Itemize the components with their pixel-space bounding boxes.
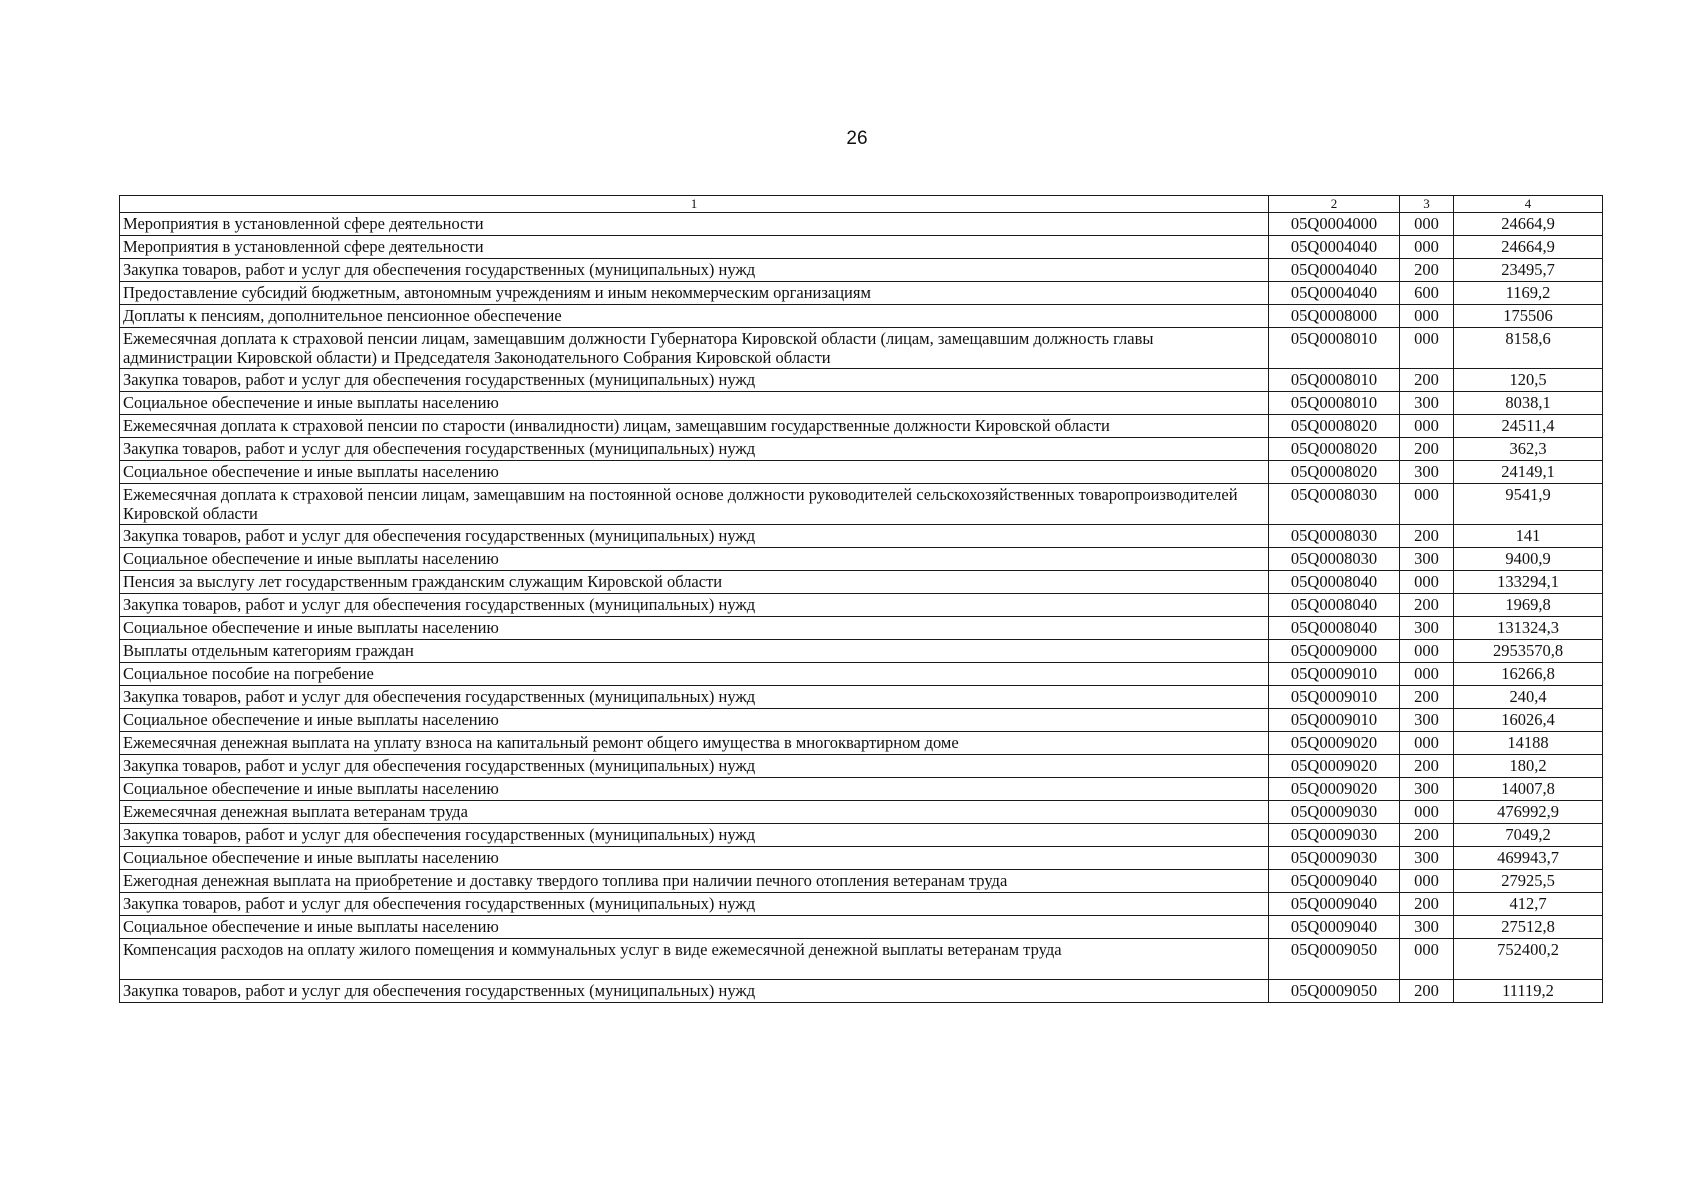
table-row	[120, 824, 1603, 847]
row-amount: 412,7	[1454, 893, 1603, 916]
row-description: Ежемесячная денежная выплата на уплату взноса на капитальный ремонт общего имущества в многоквартирном доме	[120, 732, 1269, 755]
table-row	[120, 893, 1603, 916]
row-expense-type: 300	[1400, 916, 1454, 939]
row-expense-type: 000	[1400, 939, 1454, 980]
row-amount: 24664,9	[1454, 213, 1603, 236]
row-target-code: 05Q0009040	[1269, 870, 1400, 893]
row-description: Доплаты к пенсиям, дополнительное пенсионное обеспечение	[120, 305, 1269, 328]
row-target-code: 05Q0004040	[1269, 236, 1400, 259]
row-expense-type: 300	[1400, 778, 1454, 801]
row-target-code: 05Q0008040	[1269, 571, 1400, 594]
row-target-code: 05Q0009030	[1269, 801, 1400, 824]
row-amount: 133294,1	[1454, 571, 1603, 594]
row-amount: 1169,2	[1454, 282, 1603, 305]
table-row	[120, 461, 1603, 484]
row-target-code: 05Q0008010	[1269, 369, 1400, 392]
row-description: Социальное обеспечение и иные выплаты населению	[120, 617, 1269, 640]
row-target-code: 05Q0009050	[1269, 980, 1400, 1003]
table-row	[120, 686, 1603, 709]
row-expense-type: 200	[1400, 259, 1454, 282]
row-description: Закупка товаров, работ и услуг для обеспечения государственных (муниципальных) нужд	[120, 438, 1269, 461]
row-amount: 752400,2	[1454, 939, 1603, 980]
row-expense-type: 300	[1400, 847, 1454, 870]
row-target-code: 05Q0009040	[1269, 893, 1400, 916]
row-amount: 362,3	[1454, 438, 1603, 461]
column-header-2: 2	[1269, 196, 1400, 213]
row-expense-type: 600	[1400, 282, 1454, 305]
row-expense-type: 300	[1400, 617, 1454, 640]
row-amount: 7049,2	[1454, 824, 1603, 847]
row-expense-type: 000	[1400, 484, 1454, 525]
table-row	[120, 438, 1603, 461]
row-description: Закупка товаров, работ и услуг для обеспечения государственных (муниципальных) нужд	[120, 259, 1269, 282]
page-number: 26	[846, 128, 868, 149]
table-row	[120, 980, 1603, 1003]
column-header-3: 3	[1400, 196, 1454, 213]
row-description: Закупка товаров, работ и услуг для обеспечения государственных (муниципальных) нужд	[120, 686, 1269, 709]
row-target-code: 05Q0009030	[1269, 824, 1400, 847]
row-description: Ежегодная денежная выплата на приобретение и доставку твердого топлива при наличии печного отопления ветеранам труда	[120, 870, 1269, 893]
row-description: Закупка товаров, работ и услуг для обеспечения государственных (муниципальных) нужд	[120, 525, 1269, 548]
row-description: Ежемесячная доплата к страховой пенсии лицам, замещавшим должности Губернатора Кировской области (лицам, замещавшим должность главы администрации Кировской области) и Председателя Законодательного Собрания Кировской области	[120, 328, 1269, 369]
table-row	[120, 525, 1603, 548]
row-amount: 14007,8	[1454, 778, 1603, 801]
row-description: Пенсия за выслугу лет государственным гражданским служащим Кировской области	[120, 571, 1269, 594]
row-expense-type: 000	[1400, 732, 1454, 755]
table-row	[120, 755, 1603, 778]
table-row	[120, 663, 1603, 686]
row-amount: 24664,9	[1454, 236, 1603, 259]
row-amount: 469943,7	[1454, 847, 1603, 870]
row-amount: 27925,5	[1454, 870, 1603, 893]
row-expense-type: 300	[1400, 709, 1454, 732]
row-expense-type: 200	[1400, 438, 1454, 461]
row-expense-type: 000	[1400, 305, 1454, 328]
table-row	[120, 369, 1603, 392]
table-row	[120, 617, 1603, 640]
row-expense-type: 300	[1400, 461, 1454, 484]
row-description: Закупка товаров, работ и услуг для обеспечения государственных (муниципальных) нужд	[120, 893, 1269, 916]
column-number-header-row	[120, 196, 1603, 213]
table-row	[120, 870, 1603, 893]
row-target-code: 05Q0009020	[1269, 732, 1400, 755]
table-row	[120, 640, 1603, 663]
row-amount: 131324,3	[1454, 617, 1603, 640]
row-description: Мероприятия в установленной сфере деятельности	[120, 236, 1269, 259]
row-amount: 24149,1	[1454, 461, 1603, 484]
row-expense-type: 200	[1400, 755, 1454, 778]
budget-table	[119, 195, 1603, 1003]
row-description: Предоставление субсидий бюджетным, автономным учреждениям и иным некоммерческим организациям	[120, 282, 1269, 305]
column-header-4: 4	[1454, 196, 1603, 213]
row-expense-type: 000	[1400, 236, 1454, 259]
table-body	[120, 213, 1603, 1003]
row-description: Выплаты отдельным категориям граждан	[120, 640, 1269, 663]
row-target-code: 05Q0008000	[1269, 305, 1400, 328]
row-expense-type: 300	[1400, 392, 1454, 415]
row-description: Социальное обеспечение и иные выплаты населению	[120, 461, 1269, 484]
row-amount: 24511,4	[1454, 415, 1603, 438]
table-row	[120, 415, 1603, 438]
row-amount: 9541,9	[1454, 484, 1603, 525]
row-target-code: 05Q0004040	[1269, 259, 1400, 282]
row-target-code: 05Q0008010	[1269, 392, 1400, 415]
table-row	[120, 282, 1603, 305]
row-description: Ежемесячная денежная выплата ветеранам труда	[120, 801, 1269, 824]
row-expense-type: 000	[1400, 415, 1454, 438]
row-target-code: 05Q0004040	[1269, 282, 1400, 305]
row-description: Социальное обеспечение и иные выплаты населению	[120, 709, 1269, 732]
row-amount: 476992,9	[1454, 801, 1603, 824]
row-description: Компенсация расходов на оплату жилого помещения и коммунальных услуг в виде ежемесячной денежной выплаты ветеранам труда	[120, 939, 1269, 980]
row-target-code: 05Q0008020	[1269, 438, 1400, 461]
row-description: Социальное пособие на погребение	[120, 663, 1269, 686]
row-expense-type: 200	[1400, 525, 1454, 548]
row-expense-type: 200	[1400, 594, 1454, 617]
row-target-code: 05Q0008020	[1269, 461, 1400, 484]
row-amount: 1969,8	[1454, 594, 1603, 617]
table-row	[120, 916, 1603, 939]
table-row	[120, 801, 1603, 824]
row-amount: 27512,8	[1454, 916, 1603, 939]
row-amount: 141	[1454, 525, 1603, 548]
row-amount: 14188	[1454, 732, 1603, 755]
row-expense-type: 000	[1400, 663, 1454, 686]
table-row	[120, 594, 1603, 617]
row-expense-type: 200	[1400, 980, 1454, 1003]
row-description: Закупка товаров, работ и услуг для обеспечения государственных (муниципальных) нужд	[120, 369, 1269, 392]
row-expense-type: 000	[1400, 870, 1454, 893]
row-amount: 8038,1	[1454, 392, 1603, 415]
row-target-code: 05Q0008010	[1269, 328, 1400, 369]
row-target-code: 05Q0009010	[1269, 709, 1400, 732]
row-target-code: 05Q0009040	[1269, 916, 1400, 939]
row-target-code: 05Q0004000	[1269, 213, 1400, 236]
row-target-code: 05Q0009050	[1269, 939, 1400, 980]
row-target-code: 05Q0008030	[1269, 525, 1400, 548]
row-expense-type: 200	[1400, 369, 1454, 392]
row-target-code: 05Q0008030	[1269, 548, 1400, 571]
row-target-code: 05Q0008040	[1269, 617, 1400, 640]
row-amount: 120,5	[1454, 369, 1603, 392]
row-expense-type: 000	[1400, 571, 1454, 594]
row-target-code: 05Q0009010	[1269, 686, 1400, 709]
table-row	[120, 548, 1603, 571]
table-row	[120, 259, 1603, 282]
table-row	[120, 213, 1603, 236]
row-description: Закупка товаров, работ и услуг для обеспечения государственных (муниципальных) нужд	[120, 594, 1269, 617]
row-target-code: 05Q0008020	[1269, 415, 1400, 438]
row-expense-type: 200	[1400, 824, 1454, 847]
table-row	[120, 709, 1603, 732]
row-amount: 9400,9	[1454, 548, 1603, 571]
table-row	[120, 236, 1603, 259]
row-expense-type: 000	[1400, 801, 1454, 824]
row-amount: 240,4	[1454, 686, 1603, 709]
row-description: Ежемесячная доплата к страховой пенсии по старости (инвалидности) лицам, замещавшим государственные должности Кировской области	[120, 415, 1269, 438]
row-description: Социальное обеспечение и иные выплаты населению	[120, 916, 1269, 939]
row-amount: 16026,4	[1454, 709, 1603, 732]
row-amount: 23495,7	[1454, 259, 1603, 282]
table-row	[120, 392, 1603, 415]
row-amount: 2953570,8	[1454, 640, 1603, 663]
table-row	[120, 571, 1603, 594]
row-target-code: 05Q0009000	[1269, 640, 1400, 663]
row-target-code: 05Q0009010	[1269, 663, 1400, 686]
row-amount: 175506	[1454, 305, 1603, 328]
row-description: Социальное обеспечение и иные выплаты населению	[120, 847, 1269, 870]
row-description: Социальное обеспечение и иные выплаты населению	[120, 392, 1269, 415]
row-description: Закупка товаров, работ и услуг для обеспечения государственных (муниципальных) нужд	[120, 824, 1269, 847]
table-row	[120, 939, 1603, 980]
row-expense-type: 000	[1400, 640, 1454, 663]
table-row	[120, 778, 1603, 801]
row-target-code: 05Q0009020	[1269, 778, 1400, 801]
row-target-code: 05Q0008040	[1269, 594, 1400, 617]
row-expense-type: 000	[1400, 328, 1454, 369]
row-amount: 180,2	[1454, 755, 1603, 778]
row-target-code: 05Q0009030	[1269, 847, 1400, 870]
row-description: Социальное обеспечение и иные выплаты населению	[120, 778, 1269, 801]
row-expense-type: 200	[1400, 893, 1454, 916]
table-row	[120, 732, 1603, 755]
row-target-code: 05Q0008030	[1269, 484, 1400, 525]
table-row	[120, 328, 1603, 369]
column-header-1: 1	[120, 196, 1269, 213]
row-target-code: 05Q0009020	[1269, 755, 1400, 778]
table-row	[120, 305, 1603, 328]
row-amount: 8158,6	[1454, 328, 1603, 369]
row-amount: 11119,2	[1454, 980, 1603, 1003]
table-row	[120, 847, 1603, 870]
row-expense-type: 000	[1400, 213, 1454, 236]
row-expense-type: 300	[1400, 548, 1454, 571]
row-expense-type: 200	[1400, 686, 1454, 709]
row-description: Мероприятия в установленной сфере деятельности	[120, 213, 1269, 236]
row-description: Ежемесячная доплата к страховой пенсии лицам, замещавшим на постоянной основе должности руководителей сельскохозяйственных товаропроизводителей Кировской области	[120, 484, 1269, 525]
row-description: Социальное обеспечение и иные выплаты населению	[120, 548, 1269, 571]
row-description: Закупка товаров, работ и услуг для обеспечения государственных (муниципальных) нужд	[120, 755, 1269, 778]
table-row	[120, 484, 1603, 525]
row-description: Закупка товаров, работ и услуг для обеспечения государственных (муниципальных) нужд	[120, 980, 1269, 1003]
row-amount: 16266,8	[1454, 663, 1603, 686]
